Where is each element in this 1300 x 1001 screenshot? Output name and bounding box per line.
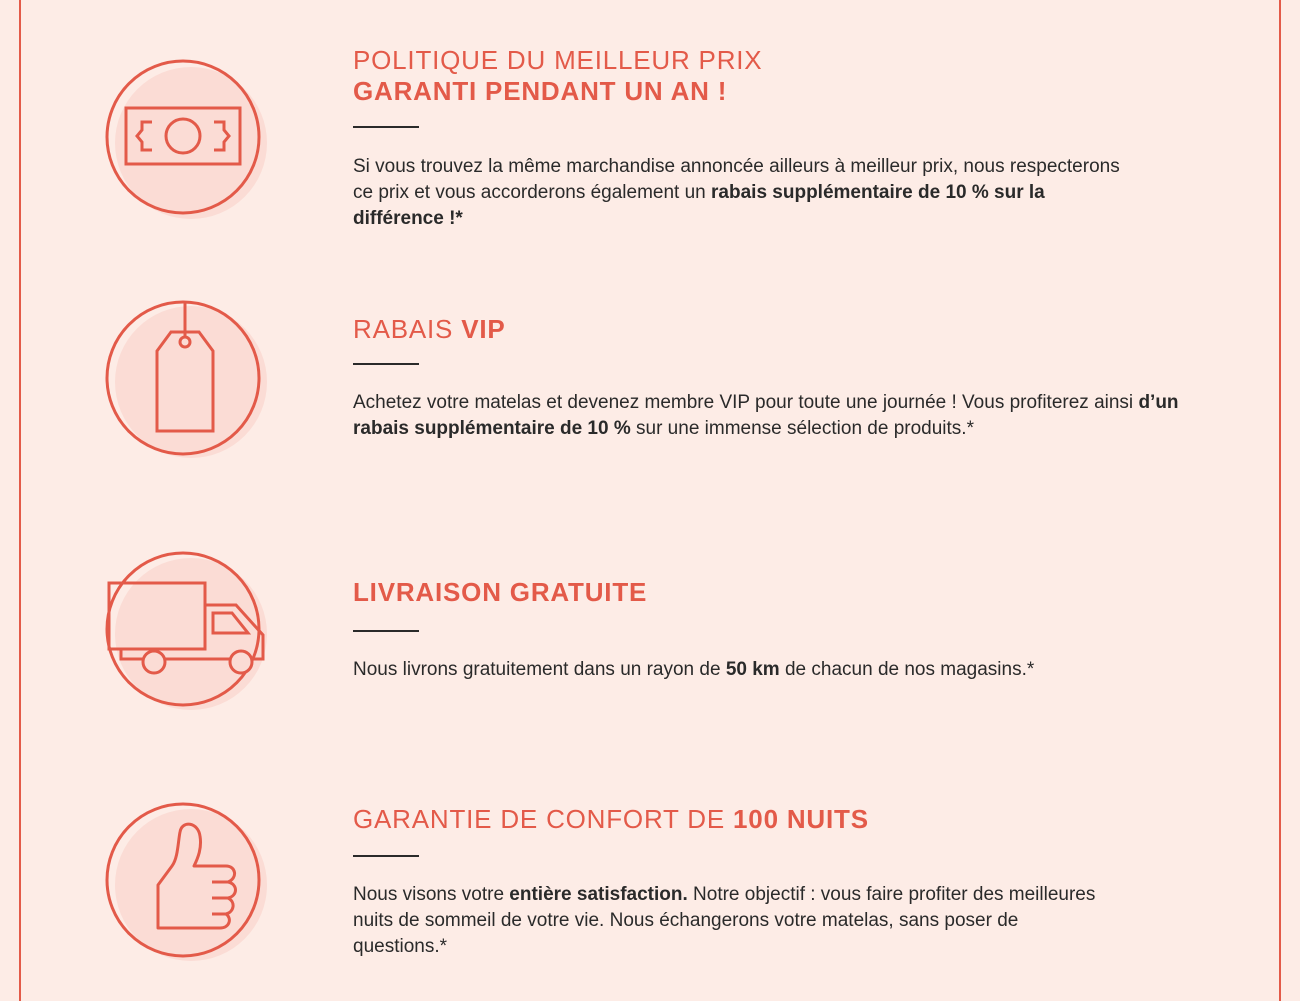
title-text: RABAIS [353, 314, 462, 344]
desc-text: Nous visons votre [353, 884, 510, 905]
divider [353, 630, 419, 632]
feature-title [353, 314, 1233, 345]
feature-vip-content [353, 314, 1233, 442]
desc-bold: d’un rabais supplémentaire de 10 % [353, 392, 1179, 439]
feature-best-price-content [353, 45, 1233, 232]
divider [353, 855, 419, 857]
delivery-truck-icon [106, 551, 264, 709]
feature-description [353, 154, 1133, 232]
title-bold: 100 NUITS [733, 804, 869, 834]
divider [353, 126, 419, 128]
feature-description [353, 390, 1213, 442]
desc-bold: entière satisfaction. [509, 884, 688, 905]
thumbs-up-icon [106, 802, 264, 960]
feature-title [353, 577, 1233, 608]
feature-description [353, 657, 1213, 683]
feature-comfort-content [353, 804, 1233, 960]
divider [353, 363, 419, 365]
feature-description [353, 882, 1113, 960]
title-bold: LIVRAISON GRATUITE [353, 577, 648, 607]
desc-bold: 50 km [725, 659, 780, 680]
desc-text: Nous livrons gratuitement dans un rayon de [353, 659, 726, 680]
desc-text: Achetez votre matelas et devenez membre VIP pour toute une journée ! Vous profiterez ainsi [353, 392, 1139, 413]
title-line-2: GARANTI PENDANT UN AN ! [353, 76, 728, 106]
title-text: GARANTIE DE CONFORT DE [353, 804, 734, 834]
desc-text: Si vous trouvez la même marchandise annoncée ailleurs à meilleur prix, nous respecterons ce prix et vous accorderons également un [353, 156, 1120, 203]
desc-text-end: Notre objectif : vous faire profiter des meilleures nuits de sommeil de votre vie. Nous échangerons votre matelas, sans poser de questions.* [353, 884, 1096, 957]
feature-delivery-content [353, 577, 1233, 683]
price-tag-icon [106, 299, 264, 457]
feature-title [353, 45, 1233, 107]
banknote-icon [106, 60, 264, 218]
title-line-1: POLITIQUE DU MEILLEUR PRIX [353, 45, 763, 75]
desc-text-end: de chacun de nos magasins.* [779, 659, 1035, 680]
desc-text-end: sur une immense sélection de produits.* [630, 418, 974, 439]
feature-title [353, 804, 1233, 835]
title-bold: VIP [461, 314, 506, 344]
desc-bold: rabais supplémentaire de 10 % sur la différence !* [353, 182, 1045, 229]
